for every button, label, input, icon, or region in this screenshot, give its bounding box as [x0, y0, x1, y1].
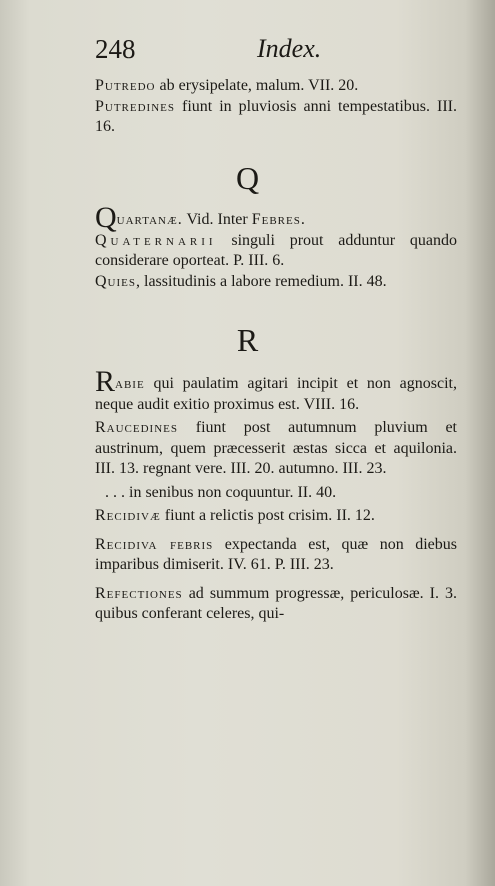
index-entry-recidivae: Recidivæ fiunt a relictis post crisim. II. 12.	[95, 507, 375, 524]
index-entry-recidiva-febris: Recidiva febris expectanda est, quæ non diebus imparibus dimiserit. IV. 61. P. III. 23.	[95, 535, 458, 573]
index-entry-quaternarii: Quaternarii singuli prout adduntur quando considerare oporteat. P. III. 6.	[95, 231, 457, 269]
index-entry-putredines: Putredines fiunt in pluviosis anni tempestatibus. III. 16.	[95, 97, 457, 135]
section-letter-q: Q	[235, 160, 260, 196]
section-letter-r: R	[236, 322, 259, 358]
index-entry-raucedines: Raucedines fiunt post autumnum pluvium et austrinum, quem præcesserit æstas sicca et aquilonia. III. 13. regnant vere. III. 20. autumno. III. 23.	[95, 419, 457, 477]
index-entry-putredo: Putredo ab erysipelate, malum. VII. 20.	[95, 77, 359, 94]
drop-cap-r: R	[95, 365, 116, 398]
index-entry-quies: Quies, lassitudinis a labore remedium. II. 48.	[95, 272, 387, 290]
index-entry-quartanae: Quartanæ. Vid. Inter Febres.	[95, 201, 305, 234]
section-q-entries	[95, 201, 457, 292]
index-entry-raucedines-cont: . . . in senibus non coquuntur. II. 40.	[105, 483, 337, 501]
section-p-entries	[95, 76, 457, 138]
index-entry-rabie: Rabie qui paulatim agitari incipit et non agnoscit, neque audit exitio proximus est. VIII. 16.	[95, 365, 457, 413]
drop-cap-q: Q	[95, 201, 117, 234]
index-entry-refectiones: Refectiones ad summum progressæ, periculosæ. I. 3. quibus conferant celeres, qui-	[95, 584, 457, 622]
page-header	[95, 34, 460, 70]
page-number: 248	[95, 34, 136, 64]
section-r-entries	[95, 365, 458, 625]
running-title: Index.	[257, 34, 322, 63]
